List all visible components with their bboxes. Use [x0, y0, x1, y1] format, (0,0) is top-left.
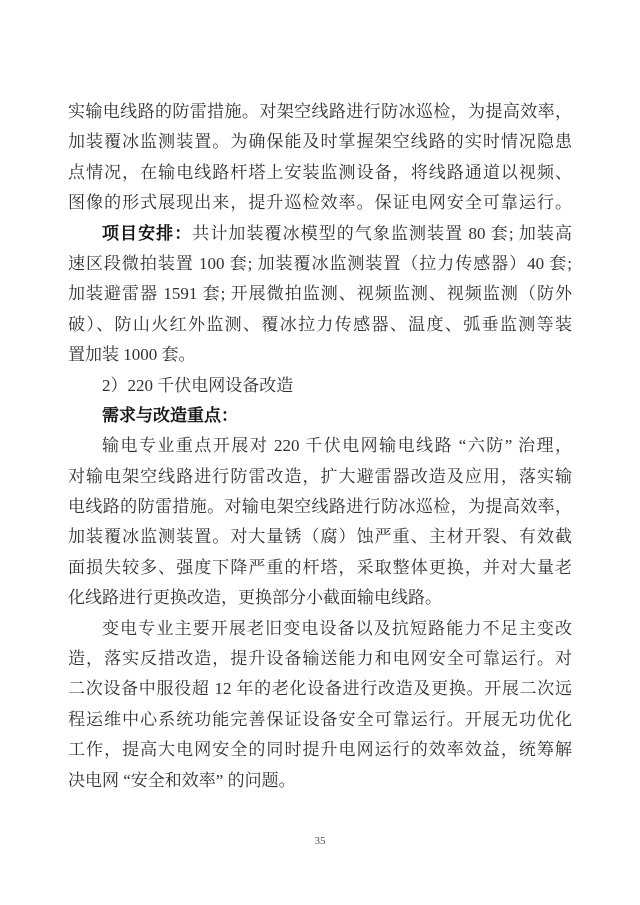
text-line: 对输电架空线路进行防雷改造，扩大避雷器改造及应用，落实输 — [68, 466, 572, 486]
text-line: 程运维中心系统功能完善保证设备安全可靠运行。开展无功优化 — [68, 709, 572, 729]
text-line: 破）、防山火红外监测、覆冰拉力传感器、温度、弧垂监测等装 — [68, 314, 572, 334]
text-line — [68, 219, 572, 249]
paragraph-lead-label: 项目安排： — [102, 223, 193, 243]
text-line: 图像的形式展现出来，提升巡检效率。保证电网安全可靠运行。 — [68, 193, 572, 213]
text-line: 化线路进行更换改造，更换部分小截面输电线路。 — [68, 588, 442, 608]
text-line: 加装避雷器 1591 套; 开展微拍监测、视频监测、视频监测（防外 — [68, 284, 572, 304]
text-line: 实输电线路的防雷措施。对架空线路进行防冰巡检，为提高效率， — [68, 102, 572, 121]
text-line: 电线路的防雷措施。对输电架空线路进行防冰巡检，为提高效率， — [68, 497, 572, 517]
text-line: 变电专业主要开展老旧变电设备以及抗短路能力不足主变改 — [102, 618, 572, 638]
text-line: 造，落实反措改造，提升设备输送能力和电网安全可靠运行。对 — [68, 649, 572, 669]
text-line: 决电网 “安全和效率” 的问题。 — [68, 770, 296, 790]
text-line: 加装覆冰监测装置。为确保能及时掌握架空线路的实时情况隐患 — [68, 132, 572, 152]
text-run: 共计加装覆冰模型的气象监测装置 80 套; 加装高 — [192, 223, 572, 243]
text-line: 点情况，在输电线路杆塔上安装监测设备，将线路通道以视频、 — [68, 162, 572, 182]
paragraph-lead-label: 需求与改造重点： — [102, 405, 238, 425]
document-body — [68, 97, 572, 796]
text-line: 面损失较多、强度下降严重的杆塔，采取整体更换，并对大量老 — [68, 557, 572, 577]
text-line: 加装覆冰监测装置。对大量锈（腐）蚀严重、主材开裂、有效截 — [68, 527, 572, 547]
text-line: 置加装 1000 套。 — [68, 345, 196, 365]
text-line: 工作，提高大电网安全的同时提升电网运行的效率效益，统筹解 — [68, 740, 572, 760]
page-number: 35 — [314, 835, 326, 847]
text-line: 输电专业重点开展对 220 千伏电网输电线路 “六防” 治理， — [102, 436, 572, 456]
text-line: 速区段微拍装置 100 套; 加装覆冰监测装置（拉力传感器）40 套; — [68, 253, 572, 273]
text-line: 二次设备中服役超 12 年的老化设备进行改造及更换。开展二次远 — [68, 679, 572, 699]
section-heading: 2）220 千伏电网设备改造 — [102, 375, 294, 395]
